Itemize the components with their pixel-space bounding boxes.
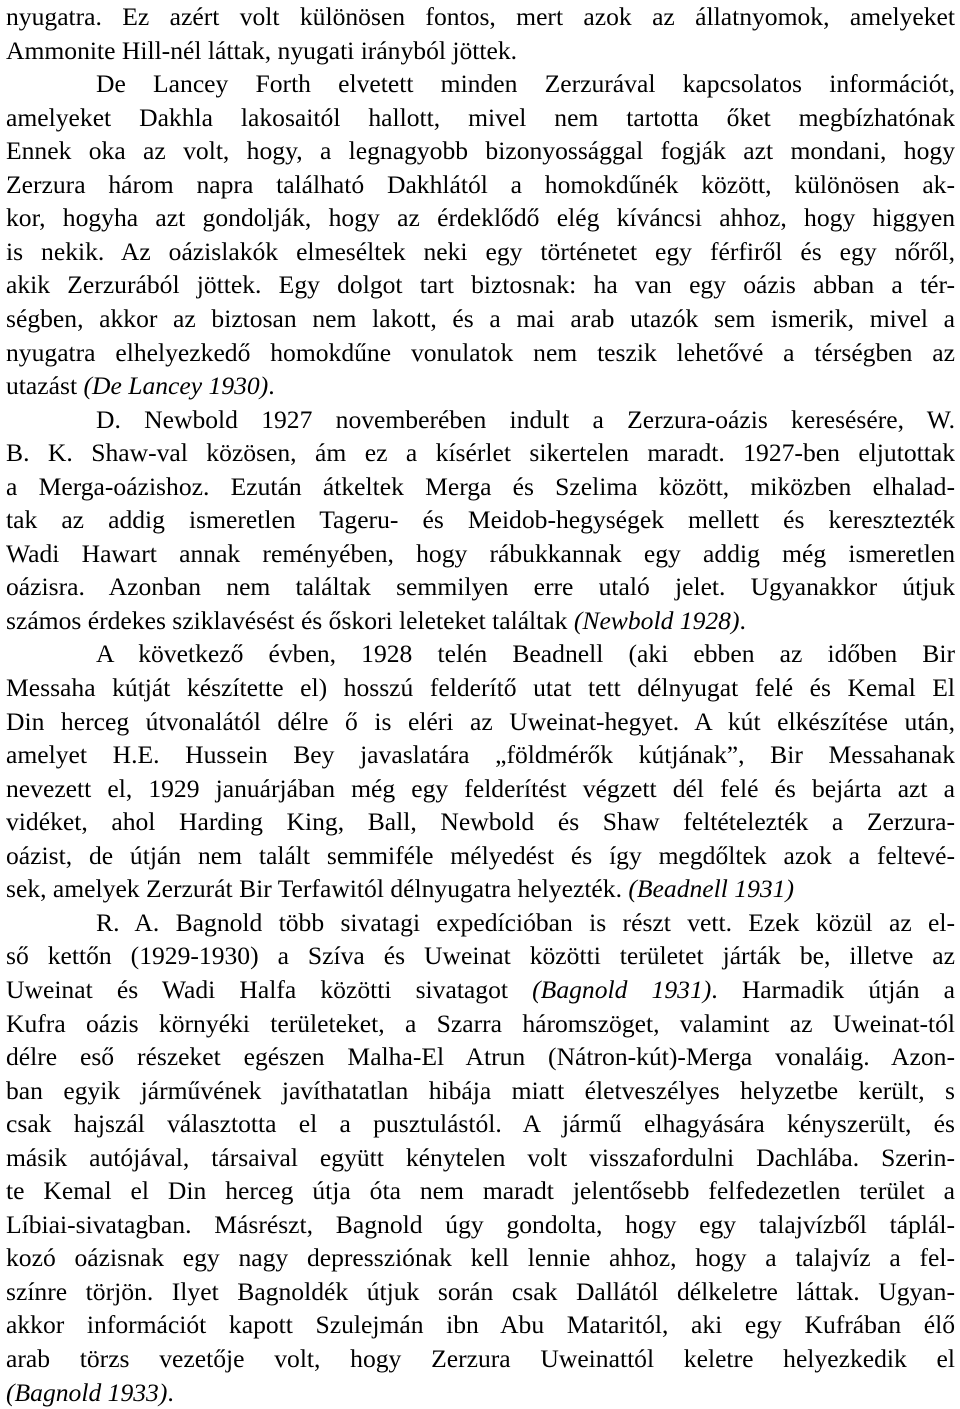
text-line bbox=[6, 403, 955, 437]
text-line bbox=[6, 0, 955, 34]
text-line bbox=[6, 34, 955, 68]
text-line bbox=[6, 671, 955, 705]
text-line bbox=[6, 1107, 955, 1141]
text-run: Zerzura három napra található Dakhlától a homokdűnék között, különösen ak- bbox=[6, 169, 955, 199]
text-run: . bbox=[167, 1377, 174, 1407]
text-line bbox=[6, 1040, 955, 1074]
text-line bbox=[6, 1241, 955, 1275]
text-run: ső kettőn (1929-1930) a Szíva és Uweinat közötti területet járták be, illetve az bbox=[6, 941, 955, 971]
text-line bbox=[6, 772, 955, 806]
text-line bbox=[6, 705, 955, 739]
text-run: kor, hogyha azt gondolják, hogy az érdeklődő elég kíváncsi ahhoz, hogy higgyen bbox=[6, 203, 955, 233]
text-run: akik Zerzurából jöttek. Egy dolgot tart biztosnak: ha van egy oázis abban a tér- bbox=[6, 270, 955, 300]
text-line bbox=[6, 1342, 955, 1376]
text-run: ségben, akkor az biztosan nem lakott, és a mai arab utazók sem ismerik, mivel a bbox=[6, 303, 955, 333]
text-run: vidéket, ahol Harding King, Ball, Newbold és Shaw feltételezték a Zerzura- bbox=[6, 807, 955, 837]
text-line bbox=[6, 839, 955, 873]
text-run: Ammonite Hill-nél láttak, nyugati irányból jöttek. bbox=[6, 35, 518, 65]
text-run: csak hajszál választotta el a pusztulástól. A jármű elhagyására kényszerült, és bbox=[6, 1109, 955, 1139]
text-line bbox=[6, 906, 955, 940]
citation: (Beadnell 1931) bbox=[628, 874, 794, 904]
text-line bbox=[6, 503, 955, 537]
text-line bbox=[6, 1074, 955, 1108]
text-run: nyugatra. Ez azért volt különösen fontos, mert azok az állatnyomok, amelyeket bbox=[6, 2, 955, 31]
text-line bbox=[6, 570, 955, 604]
text-run: akkor információt kapott Szulejmán ibn Abu Mataritól, aki egy Kufrában élő bbox=[6, 1310, 955, 1340]
text-line bbox=[6, 738, 955, 772]
text-line bbox=[6, 101, 955, 135]
text-run: délre eső részeket egészen Malha-El Atrun (Nátron-kút)-Merga vonaláig. Azon- bbox=[6, 1042, 955, 1072]
text-line bbox=[6, 235, 955, 269]
text-run: De Lancey Forth elvetett minden Zerzurával kapcsolatos információt, bbox=[96, 69, 955, 99]
text-line bbox=[6, 1007, 955, 1041]
text-line bbox=[6, 939, 955, 973]
text-line bbox=[6, 1308, 955, 1342]
text-run: Uweinat és Wadi Halfa közötti sivatagot bbox=[6, 974, 533, 1004]
text-run: utazást bbox=[6, 371, 84, 401]
text-run: oázisra. Azonban nem találtak semmilyen erre utaló jelet. Ugyanakkor útjuk bbox=[6, 572, 955, 602]
text-line bbox=[6, 637, 955, 671]
text-run: Messaha kútját készítette el) hosszú felderítő utat tett délnyugat felé és Kemal El bbox=[6, 673, 955, 702]
text-line bbox=[6, 168, 955, 202]
text-line bbox=[6, 302, 955, 336]
citation: (Newbold 1928) bbox=[573, 605, 740, 635]
text-line bbox=[6, 1275, 955, 1309]
text-line bbox=[6, 268, 955, 302]
text-line bbox=[6, 604, 955, 638]
text-run: sek, amelyek Zerzurát Bir Terfawitól délnyugatra helyezték. bbox=[6, 874, 629, 904]
text-line bbox=[6, 537, 955, 571]
text-line bbox=[6, 872, 955, 906]
text-line bbox=[6, 470, 955, 504]
citation: (Bagnold 1933) bbox=[6, 1377, 168, 1407]
text-line bbox=[6, 201, 955, 235]
text-run: . bbox=[739, 605, 746, 635]
text-run: A következő évben, 1928 telén Beadnell (aki ebben az időben Bir bbox=[96, 639, 955, 669]
text-run: amelyet H.E. Hussein Bey javaslatára „földmérők kútjának”, Bir Messahanak bbox=[6, 740, 955, 770]
text-run: nevezett el, 1929 januárjában még egy felderítést végzett dél felé és bejárta azt a bbox=[6, 773, 955, 803]
text-run: Din herceg útvonalától délre ő is eléri az Uweinat-hegyet. A kút elkészítése után, bbox=[6, 706, 955, 736]
text-run: tak az addig ismeretlen Tageru- és Meidob-hegységek mellett és keresztezték bbox=[6, 505, 955, 535]
text-run: B. K. Shaw-val közösen, ám ez a kísérlet sikertelen maradt. 1927-ben eljutottak bbox=[6, 438, 955, 468]
text-run: Kufra oázis környéki területeket, a Szarra háromszöget, valamint az Uweinat-tól bbox=[6, 1008, 955, 1038]
text-run: arab törzs vezetője volt, hogy Zerzura Uweinattól keletre helyezkedik el bbox=[6, 1344, 955, 1373]
text-run: nyugatra elhelyezkedő homokdűne vonulatok nem teszik lehetővé a térségben az bbox=[6, 337, 955, 367]
text-run: Líbiai-sivatagban. Másrészt, Bagnold úgy gondolta, hogy egy talajvízből táplál- bbox=[6, 1209, 955, 1239]
text-line bbox=[6, 369, 955, 403]
text-line bbox=[6, 336, 955, 370]
text-run: Ennek oka az volt, hogy, a legnagyobb bizonyossággal fogják azt mondani, hogy bbox=[6, 136, 955, 166]
text-run: másik autójával, társaival együtt kénytelen volt visszafordulni Dachlába. Szerin- bbox=[6, 1142, 955, 1172]
text-run: D. Newbold 1927 novemberében indult a Zerzura-oázis keresésére, W. bbox=[96, 404, 955, 434]
text-line bbox=[6, 134, 955, 168]
text-line bbox=[6, 1141, 955, 1175]
text-run: kozó oázisnak egy nagy depressziónak kell lennie ahhoz, hogy a talajvíz a fel- bbox=[6, 1243, 955, 1273]
text-line bbox=[6, 805, 955, 839]
text-run: Wadi Hawart annak reményében, hogy rábukkannak egy addig még ismeretlen bbox=[6, 538, 955, 568]
citation: (Bagnold 1931) bbox=[532, 974, 712, 1004]
text-line bbox=[6, 436, 955, 470]
text-line bbox=[6, 1174, 955, 1208]
text-line bbox=[6, 1208, 955, 1242]
citation: (De Lancey 1930) bbox=[83, 371, 269, 401]
text-run: is nekik. Az oázislakók elmeséltek neki egy történetet egy férfiről és egy nőről, bbox=[6, 236, 955, 266]
text-line bbox=[6, 1376, 955, 1409]
document-page bbox=[6, 0, 955, 1409]
text-run: . bbox=[268, 371, 275, 401]
text-run: . Harmadik útján a bbox=[711, 974, 955, 1004]
text-run: színre törjön. Ilyet Bagnoldék útjuk során csak Dallától délkeletre láttak. Ugyan- bbox=[6, 1276, 955, 1306]
text-run: amelyeket Dakhla lakosaitól hallott, mivel nem tartotta őket megbízhatónak bbox=[6, 102, 955, 132]
text-line bbox=[6, 67, 955, 101]
text-run: oázist, de útján nem talált semmiféle mélyedést és így megdőltek azok a feltevé- bbox=[6, 840, 955, 870]
text-run: te Kemal el Din herceg útja óta nem maradt jelentősebb felfedezetlen terület a bbox=[6, 1176, 955, 1206]
text-run: R. A. Bagnold több sivatagi expedícióban is részt vett. Ezek közül az el- bbox=[96, 907, 955, 937]
text-run: ban egyik járművének javíthatatlan hibája miatt életveszélyes helyzetbe került, s bbox=[6, 1075, 955, 1105]
text-run: számos érdekes sziklavésést és őskori leleteket találtak bbox=[6, 605, 574, 635]
text-line bbox=[6, 973, 955, 1007]
text-run: a Merga-oázishoz. Ezután átkeltek Merga és Szelima között, miközben elhalad- bbox=[6, 471, 955, 501]
